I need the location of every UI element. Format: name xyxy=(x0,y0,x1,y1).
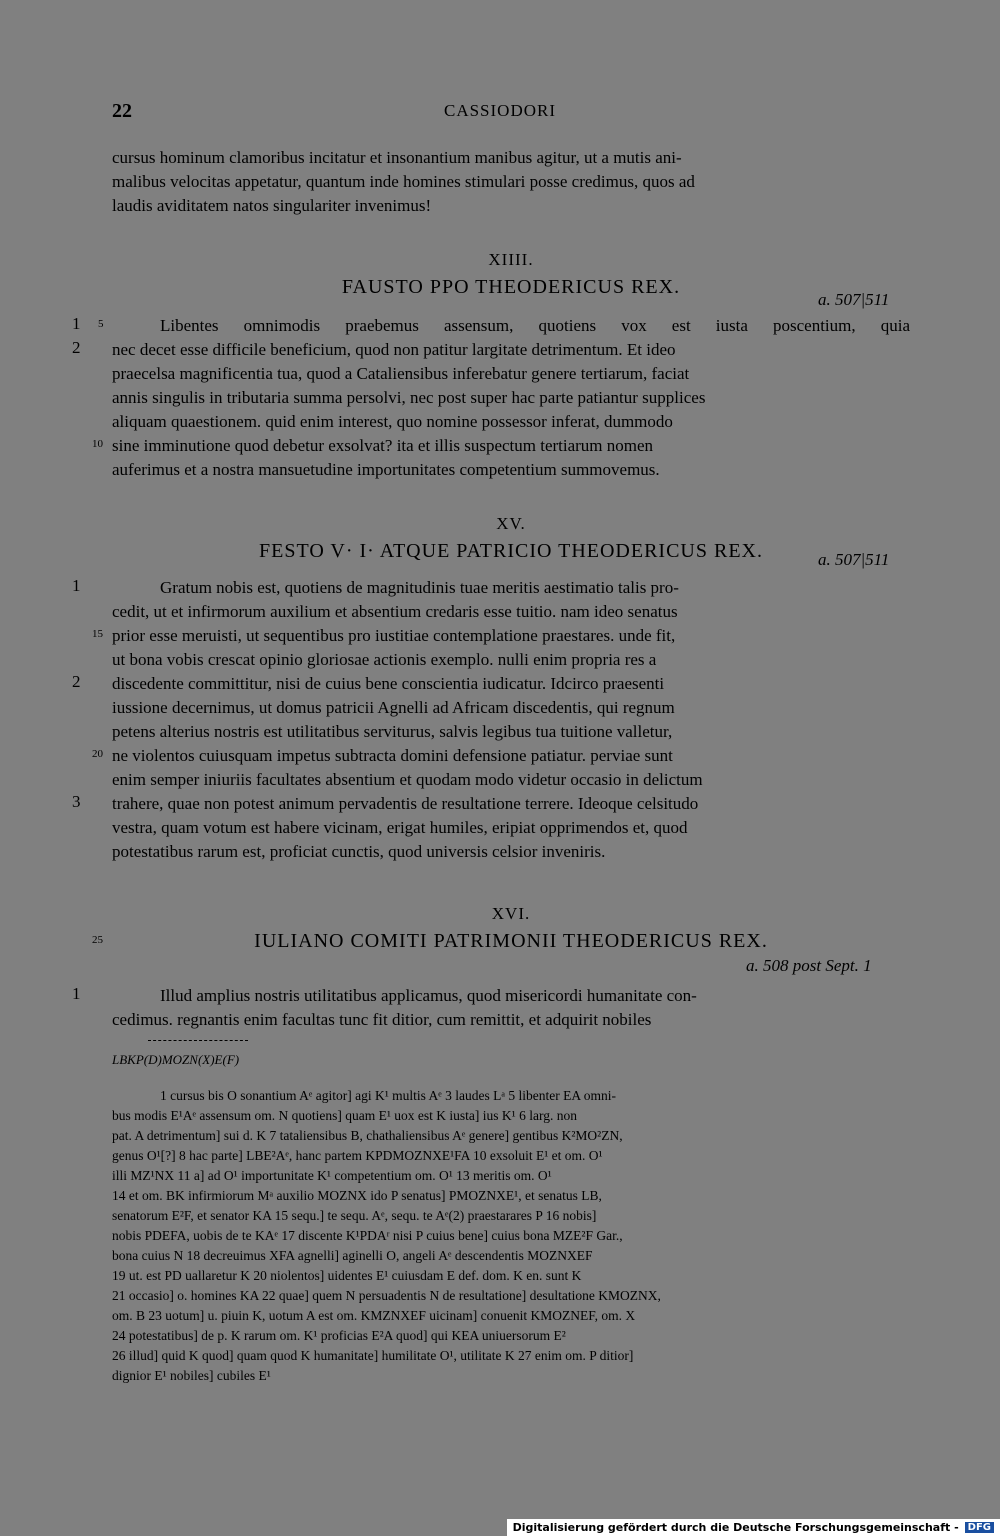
apparatus-line: senatorum E²F, et senator KA 15 sequ.] te sequ. Aᵉ, sequ. te Aᵉ(2) praestarares P 16 nobis] xyxy=(112,1208,597,1223)
text-line: potestatibus rarum est, proficiat cunctis, quod universis celsior inveniris. xyxy=(112,842,606,861)
apparatus-line: om. B 23 uotum] u. piuin K, uotum A est om. KMZNXEF uicinam] conuenit KMOZNEF, om. X xyxy=(112,1308,636,1323)
apparatus-line: 14 et om. BK infirmiorum Mᵃ auxilio MOZNX ido P senatus] PMOZNXE¹, et senatus LB, xyxy=(112,1188,602,1203)
section-marker: 1 xyxy=(72,984,81,1003)
letter-number: XV. xyxy=(496,514,526,533)
letter-title: FAUSTO PPO THEODERICUS REX. xyxy=(341,276,681,298)
footer-text: Digitalisierung gefördert durch die Deutsche Forschungsgemeinschaft - xyxy=(512,1521,959,1534)
apparatus-line: genus O¹[?] 8 hac parte] LBE²Aᵉ, hanc partem KPDMOZNXE¹FA 10 exsoluit E¹ et om. O¹ xyxy=(112,1148,603,1163)
letter-date: a. 507|511 xyxy=(818,550,890,569)
text-line: auferimus et a nostra mansuetudine importunitates competentium summovemus. xyxy=(112,460,660,479)
text-line: iussione decernimus, ut domus patricii Agnelli ad Africam discedentis, qui regnum xyxy=(112,698,675,717)
section-marker: 1 xyxy=(72,576,81,595)
apparatus-line: 21 occasio] o. homines KA 22 quae] quem N persuadentis N de resultatione] desultatione KMOZNX, xyxy=(112,1288,661,1303)
apparatus-line: dignior E¹ nobiles] cubiles E¹ xyxy=(112,1368,271,1383)
line-number: 25 xyxy=(92,934,103,946)
text-line: nec decet esse difficile beneficium, quod non patitur largitate detrimentum. Et ideo xyxy=(112,340,676,359)
letter-title: IULIANO COMITI PATRIMONII THEODERICUS REX. xyxy=(254,930,768,952)
line-number: 5 xyxy=(98,318,104,330)
apparatus-line: 24 potestatibus] de p. K rarum om. K¹ proficias E²A quod] qui KEA uniuersorum E² xyxy=(112,1328,566,1343)
apparatus-line: 19 ut. est PD uallaretur K 20 niolentos] uidentes E¹ cuiusdam E def. dom. K en. sunt K xyxy=(112,1268,582,1283)
apparatus-line: bus modis E¹Aᵉ assensum om. N quotiens] quam E¹ uox est K iusta] ius K¹ 6 larg. non xyxy=(112,1108,577,1123)
text-line: ne violentos cuiusquam impetus subtracta domini defensione patiatur. perviae sunt xyxy=(112,746,673,765)
apparatus-line: pat. A detrimentum] sui d. K 7 tataliensibus B, chathaliensibus Aᵉ genere] gentibus K²MO²ZN, xyxy=(112,1128,623,1143)
text-line: Libentes omnimodis praebemus assensum, quotiens vox est iusta poscentium, quia xyxy=(160,316,910,335)
text-line: enim semper iniuriis facultates absentium et quodam modo videtur occasio in delictum xyxy=(112,770,703,789)
text-line: prior esse meruisti, ut sequentibus pro iustitiae contemplatione praestares. unde fit, xyxy=(112,626,676,645)
apparatus-line: illi MZ¹NX 11 a] ad O¹ importunitate K¹ competentium om. O¹ 13 meritis om. O¹ xyxy=(112,1168,552,1183)
page-number: 22 xyxy=(112,100,132,122)
digitization-footer xyxy=(507,1519,1000,1536)
text-line: ut bona vobis crescat opinio gloriosae actionis exemplo. nulli enim propria res a xyxy=(112,650,657,669)
section-marker: 1 xyxy=(72,314,81,333)
section-marker: 3 xyxy=(72,792,81,811)
letter-date: a. 507|511 xyxy=(818,290,890,309)
text-line: Gratum nobis est, quotiens de magnitudinis tuae meritis aestimatio talis pro- xyxy=(160,578,679,597)
section-marker: 2 xyxy=(72,672,81,691)
apparatus-line: 26 illud] quid K quod] quam quod K humanitate] humilitate O¹, utilitate K 27 enim om. P ditior] xyxy=(112,1348,634,1363)
text-line: trahere, quae non potest animum pervadentis de resultatione terrere. Ideoque celsitudo xyxy=(112,794,699,813)
dfg-logo: DFG xyxy=(965,1522,994,1533)
text-line: vestra, quam votum est habere vicinam, erigat humiles, eripiat opprimendos et, quod xyxy=(112,818,688,837)
text-line: cedimus. regnantis enim facultas tunc fit ditior, cum remittit, et adquirit nobiles xyxy=(112,1010,652,1029)
separator-dashes xyxy=(148,1040,248,1042)
line-number: 20 xyxy=(92,748,103,760)
letter-date: a. 508 post Sept. 1 xyxy=(746,956,872,975)
letter-number: XVI. xyxy=(491,904,531,923)
line-number: 10 xyxy=(92,438,103,450)
section-marker: 2 xyxy=(72,338,81,357)
apparatus-line: bona cuius N 18 decreuimus XFA agnelli] aginelli O, angeli Aᵉ descendentis MOZNXEF xyxy=(112,1248,593,1263)
text-line: aliquam quaestionem. quid enim interest, quo nomine possessor inferat, dummodo xyxy=(112,412,673,431)
text-line: malibus velocitas appetatur, quantum inde homines stimulari posse credimus, quos ad xyxy=(112,172,695,191)
text-line: sine imminutione quod debetur exsolvat? ita et illis suspectum tertiarum nomen xyxy=(112,436,654,455)
apparatus-line: nobis PDEFA, uobis de te KAᵉ 17 discente K¹PDAʳ nisi P cuius bene] cuius bona MZE²F Gar., xyxy=(112,1228,623,1243)
text-line: cursus hominum clamoribus incitatur et insonantium manibus agitur, ut a mutis ani- xyxy=(112,148,682,167)
apparatus-sigla: LBKP(D)MOZN(X)E(F) xyxy=(112,1052,240,1067)
running-title: CASSIODORI xyxy=(443,101,557,120)
text-line: annis singulis in tributaria summa persolvi, nec post super hac parte patiantur supplices xyxy=(112,388,706,407)
line-number: 15 xyxy=(92,628,103,640)
text-line: petens alterius nostris est utilitatibus serviturus, salvis legibus tua tuitione valletur, xyxy=(112,722,673,741)
text-line: laudis aviditatem natos singulariter invenimus! xyxy=(112,196,432,215)
text-line: discedente committitur, nisi de cuius bene conscientia iudicatur. Idcirco praesenti xyxy=(112,674,665,693)
apparatus-line: 1 cursus bis O sonantium Aᵉ agitor] agi K¹ multis Aᵉ 3 laudes Lᵃ 5 libenter EA omni- xyxy=(160,1088,616,1103)
letter-title: FESTO V· I· ATQUE PATRICIO THEODERICUS REX. xyxy=(259,540,763,562)
text-line: praecelsa magnificentia tua, quod a Cataliensibus inferebatur genere tertiarum, faciat xyxy=(112,364,690,383)
text-line: cedit, ut et infirmorum auxilium et absentium credaris esse tuitio. nam ideo senatus xyxy=(112,602,678,621)
text-line: Illud amplius nostris utilitatibus applicamus, quod misericordi humanitate con- xyxy=(160,986,697,1005)
letter-number: XIIII. xyxy=(488,250,534,269)
